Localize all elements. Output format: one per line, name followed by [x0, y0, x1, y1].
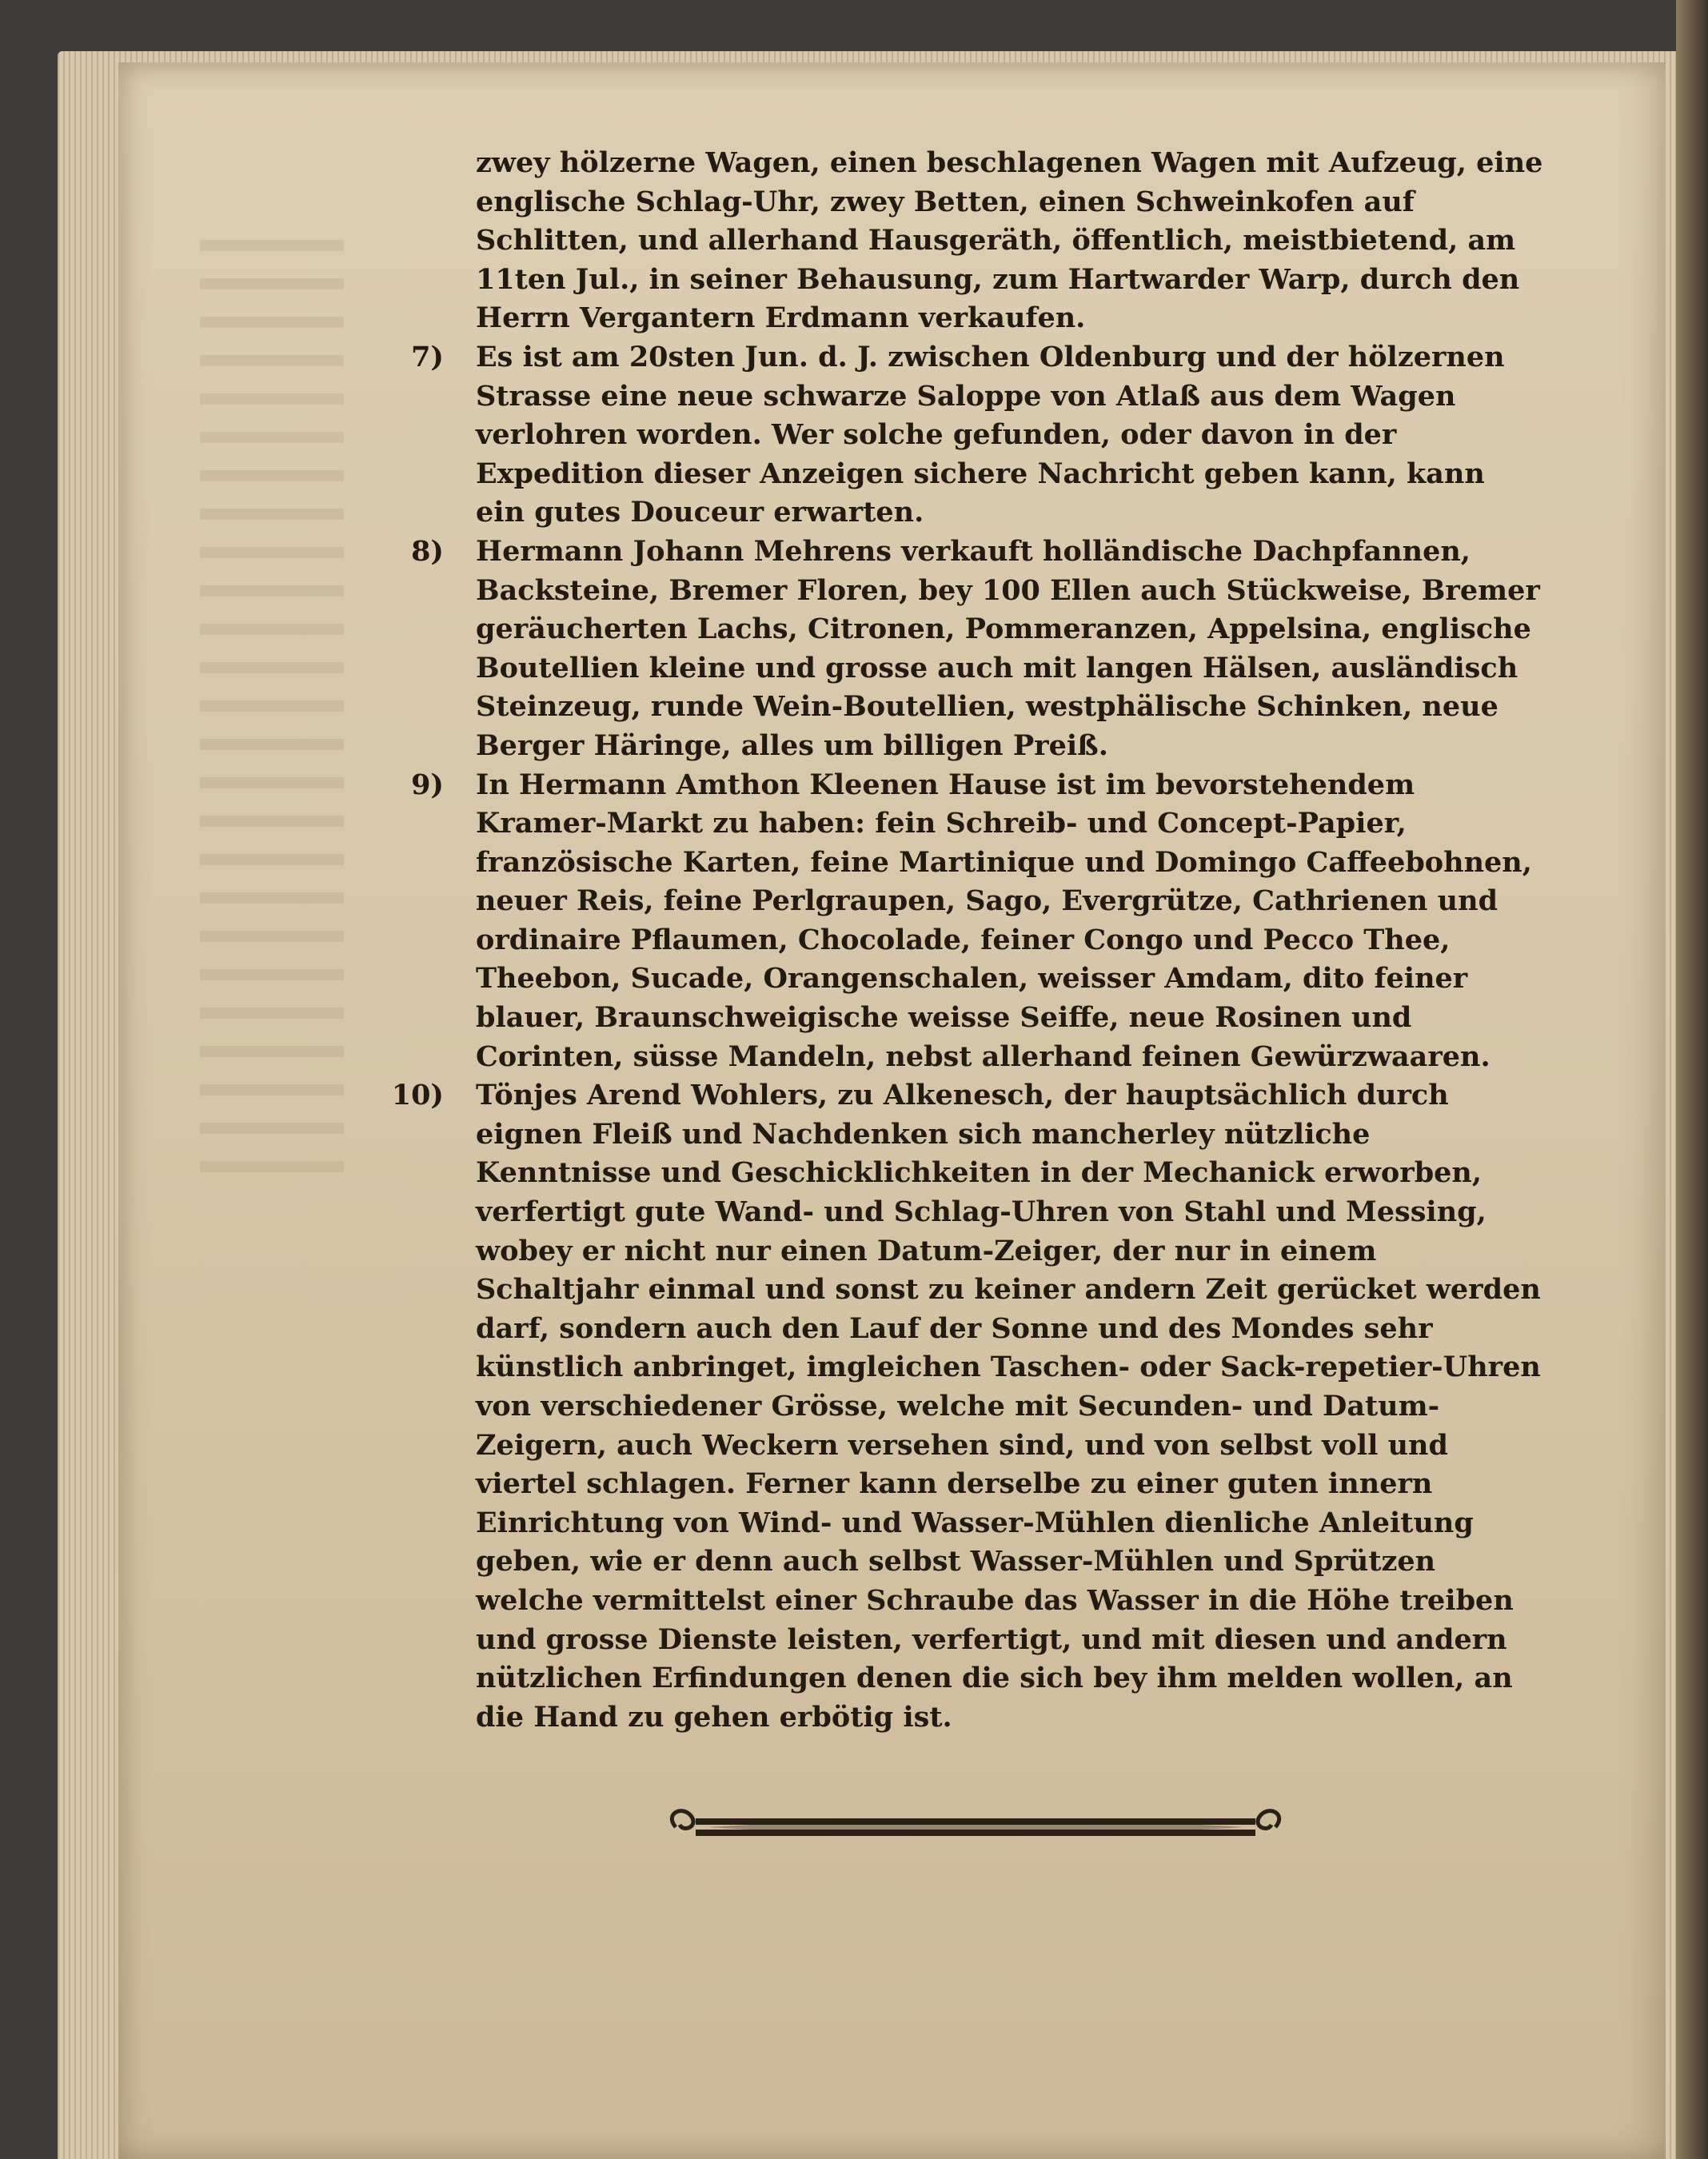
- entry-8: [411, 533, 1543, 766]
- entry-9: [411, 766, 1543, 1077]
- entry-number: 7): [411, 340, 444, 373]
- entry-10: [391, 1076, 1543, 1737]
- entry-number: 8): [411, 534, 444, 568]
- entry-number: 10): [391, 1079, 444, 1112]
- intro-paragraph: zwey hölzerne Wagen, einen beschlagenen Wagen mit Aufzeug, eine englische Schlag-Uhr, zwey Betten, einen Schweinkofen auf Schlitten, und allerhand Hausgeräth, öffentlich, meistbietend, am 11ten Jul., in seiner Behausung, zum Hartwarder Warp, durch den Herrn Vergantern Erdmann verkaufen.: [476, 146, 1543, 335]
- entry-text: Hermann Johann Mehrens verkauft holländische Dachpfannen, Backsteine, Bremer Floren, bey 100 Ellen auch Stückweise, Bremer geräucherten Lachs, Citronen, Pommeranzen, Appelsina, englische Boutellien kleine und grosse auch mit langen Hälsen, ausländisch Steinzeug, runde Wein-Boutellien, westphälische Schinken, neue Berger Häringe, alles um billigen Preiß.: [476, 534, 1540, 762]
- show-through-left: [200, 240, 344, 1199]
- entry-text: In Hermann Amthon Kleenen Hause ist im bevorstehendem Kramer-Markt zu haben: fein Schreib- und Concept-Papier, französische Karten, feine Martinique und Domingo Caffeebohnen, neuer Reis, feine Perlgraupen, Sago, Evergrütze, Cathrienen und ordinaire Pflaumen, Chocolade, feiner Congo und Pecco Thee, Theebon, Sucade, Orangenschalen, weisser Amdam, dito feiner blauer, Braunschweigische weisse Seiffe, neue Rosinen und Corinten, süsse Mandeln, nebst allerhand feinen Gewürzwaaren.: [476, 768, 1532, 1073]
- entry-text: Es ist am 20sten Jun. d. J. zwischen Oldenburg und der hölzernen Strasse eine neue schwarze Saloppe von Atlaß aus dem Wagen verlohren worden. Wer solche gefunden, oder davon in der Expedition dieser Anzeigen sichere Nachricht geben kann, kann ein gutes Douceur erwarten.: [476, 340, 1505, 529]
- facing-page-edge: [1676, 0, 1708, 2159]
- entry-7: [411, 338, 1543, 533]
- entry-number: 9): [411, 768, 444, 801]
- entry-text: Tönjes Arend Wohlers, zu Alkenesch, der hauptsächlich durch eignen Fleiß und Nachdenken sich mancherley nützliche Kenntnisse und Geschicklichkeiten in der Mechanick erworben, verfertigt gute Wand- und Schlag-Uhren von Stahl und Messing, wobey er nicht nur einen Datum-Zeiger, der nur in einem Schaltjahr einmal und sonst zu keiner andern Zeit gerücket werden darf, sondern auch den Lauf der Sonne und des Mondes sehr künstlich anbringet, imgleichen Taschen- oder Sack-repetier-Uhren von verschiedener Grösse, welche mit Secunden- und Datum-Zeigern, auch Weckern versehen sind, und von selbst voll und viertel schlagen. Ferner kann derselbe zu einer guten innern Einrichtung von Wind- und Wasser-Mühlen dienliche Anleitung geben, wie er denn auch selbst Wasser-Mühlen und Sprützen welche vermittelst einer Schraube das Wasser in die Höhe treiben und grosse Dienste leisten, verfertigt, und mit diesen und andern nützlichen Erfindungen denen die sich bey ihm melden wollen, an die Hand zu gehen erbötig ist.: [476, 1079, 1541, 1734]
- ornamental-divider: [660, 1801, 1291, 1854]
- page-text: [352, 144, 1543, 1737]
